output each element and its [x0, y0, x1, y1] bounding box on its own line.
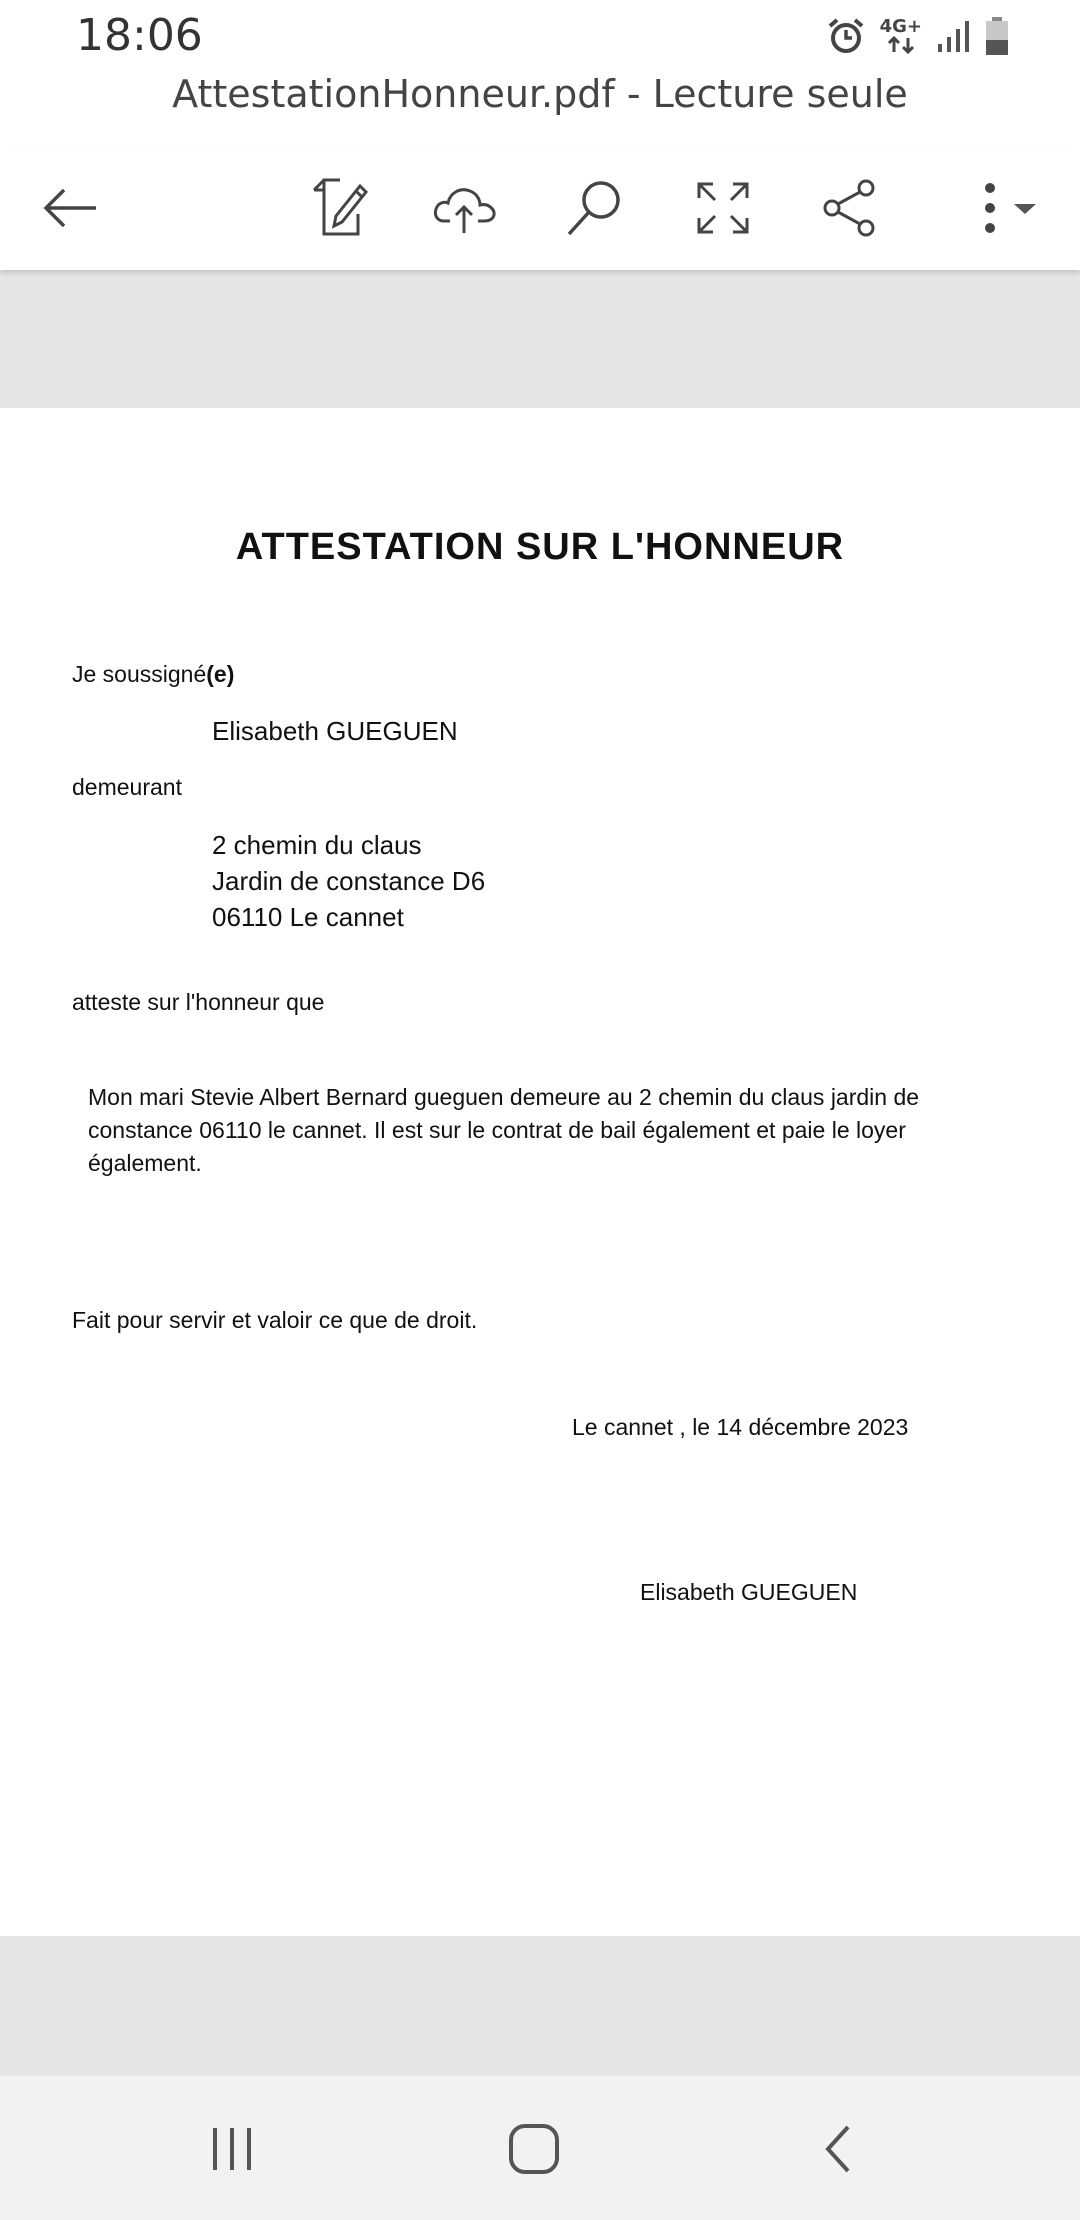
closing-text: Fait pour servir et valoir ce que de droit. [72, 1307, 478, 1333]
address-line-1: 2 chemin du claus [212, 830, 422, 860]
cloud-upload-button[interactable] [425, 170, 505, 250]
demeurant-label: demeurant [72, 774, 182, 800]
back-button[interactable] [30, 170, 110, 250]
fullscreen-icon [695, 180, 751, 240]
document-title-bar: AttestationHonneur.pdf - Lecture seule [172, 72, 908, 116]
network-type-label: 4G+ [879, 16, 922, 37]
recent-apps-button[interactable] [187, 2106, 277, 2196]
share-button[interactable] [810, 170, 890, 250]
share-icon [820, 178, 880, 242]
soussigne-label-suffix: (e) [206, 661, 235, 687]
back-icon [818, 2121, 858, 2181]
place-date: Le cannet , le 14 décembre 2023 [572, 1414, 909, 1440]
viewer-background-bottom [0, 1936, 1080, 2076]
nav-back-button[interactable] [793, 2106, 883, 2196]
atteste-label: atteste sur l'honneur que [72, 989, 325, 1015]
address-line-2: Jardin de constance D6 [212, 866, 486, 896]
attestation-title: ATTESTATION SUR L'HONNEUR [235, 526, 845, 568]
edit-document-icon [310, 176, 370, 244]
recent-apps-icon [207, 2124, 257, 2178]
more-options-button[interactable] [950, 170, 1050, 250]
battery-icon [984, 16, 1010, 56]
statement-paragraph: Mon mari Stevie Albert Bernard gueguen demeure au 2 chemin du claus jardin de constance 06110 le cannet. Il est sur le contrat de bail également et paie le loyer également. [88, 1084, 920, 1176]
address-line-3: 06110 Le cannet [212, 902, 404, 932]
fullscreen-button[interactable] [683, 170, 763, 250]
signal-icon [936, 18, 970, 54]
soussigne-label-prefix: Je soussigné [72, 661, 207, 687]
status-time: 18:06 [76, 10, 203, 61]
search-button[interactable] [555, 170, 635, 250]
alarm-icon [826, 16, 866, 56]
data-arrows-icon [880, 18, 922, 54]
toolbar [0, 150, 1080, 270]
cloud-upload-icon [432, 181, 498, 239]
soussigne-label [72, 661, 234, 688]
status-bar [0, 0, 1080, 75]
back-arrow-icon [40, 186, 100, 234]
declarant-name: Elisabeth GUEGUEN [212, 716, 458, 746]
more-options-icon [960, 178, 1040, 242]
home-icon [506, 2121, 562, 2181]
edit-document-button[interactable] [300, 170, 380, 250]
search-icon [565, 178, 625, 242]
home-button[interactable] [489, 2106, 579, 2196]
navigation-bar [0, 2076, 1080, 2220]
signature-name: Elisabeth GUEGUEN [640, 1579, 858, 1605]
viewer-background-top [0, 270, 1080, 408]
pdf-page[interactable] [0, 408, 1080, 1936]
status-icons [826, 16, 1010, 56]
